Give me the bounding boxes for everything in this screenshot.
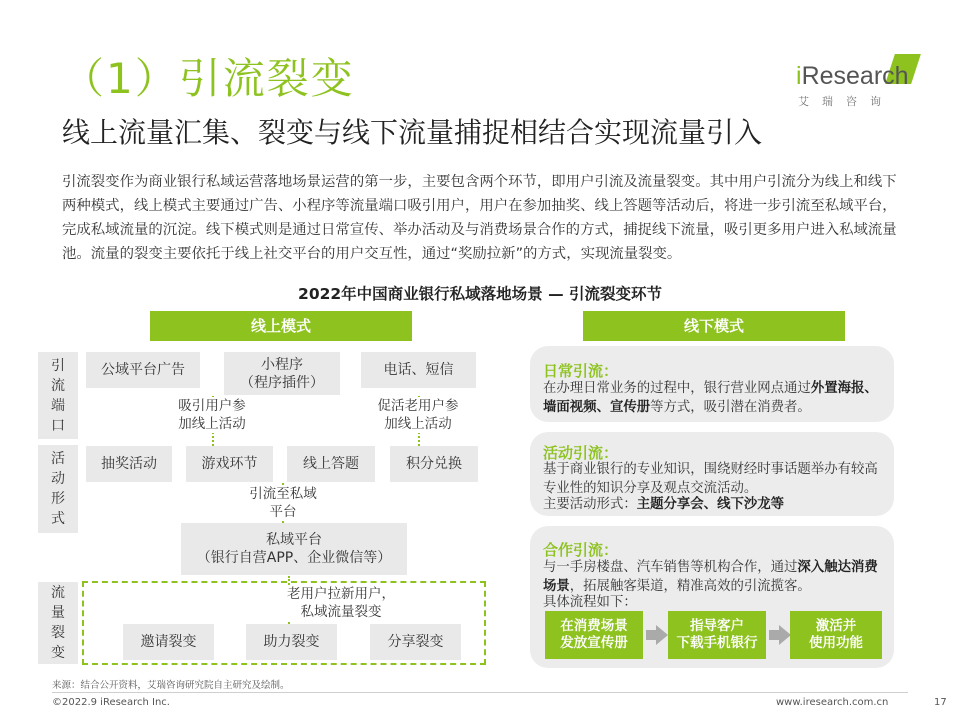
copyright: ©2022.9 iResearch Inc. bbox=[52, 697, 170, 708]
entry-box-public-ads: 公域平台广告 bbox=[86, 352, 200, 388]
flow-step-download: 指导客户 下载手机银行 bbox=[668, 611, 766, 659]
entry-note-reactivate: 促活老用户参 加线上活动 bbox=[364, 397, 472, 433]
card-text: 与一手房楼盘、汽车销售等机构合作，通过深入触达消费场景，拓展触客渠道，精准高效的引流揽客。 bbox=[543, 560, 878, 594]
platform-note: 引流至私域 平台 bbox=[236, 485, 330, 521]
page-title: （1）引流裂变 bbox=[62, 54, 355, 103]
card-daily-guidance bbox=[530, 346, 894, 422]
logo-chinese-name: 艾瑞咨询 bbox=[798, 95, 894, 108]
offline-mode-header: 线下模式 bbox=[583, 311, 845, 341]
card-text: 在办理日常业务的过程中，银行营业网点通过外置海报、墙面视频、宣传册等方式，吸引潜在消费者。 bbox=[543, 381, 878, 415]
diagram-title: 2022年中国商业银行私域落地场景 — 引流裂变环节 bbox=[298, 285, 662, 303]
card-event-guidance bbox=[530, 432, 894, 516]
fission-box-share: 分享裂变 bbox=[370, 624, 461, 660]
entry-note-attract: 吸引用户参 加线上活动 bbox=[162, 397, 262, 433]
activity-box-points: 积分兑换 bbox=[390, 446, 478, 482]
flow-step-brochure: 在消费场景 发放宣传册 bbox=[545, 611, 643, 659]
activity-box-lottery: 抽奖活动 bbox=[86, 446, 172, 482]
fission-box-assist: 助力裂变 bbox=[246, 624, 337, 660]
fission-note: 老用户拉新用户， 私域流量裂变 bbox=[272, 585, 410, 621]
card-text: 基于商业银行的专业知识，围绕财经时事话题举办有较高专业性的知识分享及观点交流活动。 bbox=[543, 462, 878, 496]
private-domain-platform-box: 私域平台 （银行自营APP、企业微信等） bbox=[181, 523, 407, 575]
logo-wordmark: iResearch bbox=[796, 62, 909, 90]
flow-label: 具体流程如下： bbox=[543, 595, 637, 610]
flow-step-activate: 激活并 使用功能 bbox=[790, 611, 882, 659]
website-link[interactable]: www.iresearch.com.cn bbox=[776, 697, 889, 708]
flow-arrow-icon bbox=[769, 630, 779, 640]
card-title: 日常引流： bbox=[543, 362, 619, 380]
intro-paragraph: 引流裂变作为商业银行私域运营落地场景运营的第一步，主要包含两个环节，即用户引流及流量裂变。其中用户引流分为线上和线下两种模式，线上模式主要通过广告、小程序等流量端口吸引用户，用户在参加抽奖、线上答题等活动后，将进一步引流至私域平台，完成私域流量的沉淀。线下模式则是通过日常宣传、举办活动及与消费场景合作的方式，捕捉线下流量，吸引更多用户进入私域流量池。流量的裂变主要依托于线上社交平台的用户交互性，通过“奖励拉新”的方式，实现流量裂变。 bbox=[62, 174, 897, 262]
online-mode-header: 线上模式 bbox=[150, 311, 412, 341]
card-title: 活动引流： bbox=[543, 444, 619, 462]
flow-arrow-icon bbox=[646, 630, 656, 640]
card-title: 合作引流： bbox=[543, 541, 619, 559]
source-note: 来源：结合公开资料，艾瑞咨询研究院自主研究及绘制。 bbox=[52, 680, 290, 691]
page-number: 17 bbox=[934, 697, 947, 708]
entry-box-mini-program: 小程序 （程序插件） bbox=[224, 352, 340, 395]
row-label-entry: 引流端口 bbox=[38, 352, 78, 439]
entry-box-phone-sms: 电话、短信 bbox=[361, 352, 476, 388]
activity-box-quiz: 线上答题 bbox=[287, 446, 375, 482]
row-label-activity: 活动形式 bbox=[38, 445, 78, 533]
footer-divider bbox=[52, 692, 908, 693]
row-label-fission: 流量裂变 bbox=[38, 582, 78, 664]
fission-box-invite: 邀请裂变 bbox=[123, 624, 214, 660]
page-subtitle: 线上流量汇集、裂变与线下流量捕捉相结合实现流量引入 bbox=[62, 116, 763, 149]
activity-box-game: 游戏环节 bbox=[186, 446, 273, 482]
flow-arrow-icon bbox=[656, 625, 668, 645]
iresearch-logo bbox=[792, 60, 922, 110]
card-text-forms: 主要活动形式：主题分享会、线下沙龙等 bbox=[543, 497, 785, 512]
